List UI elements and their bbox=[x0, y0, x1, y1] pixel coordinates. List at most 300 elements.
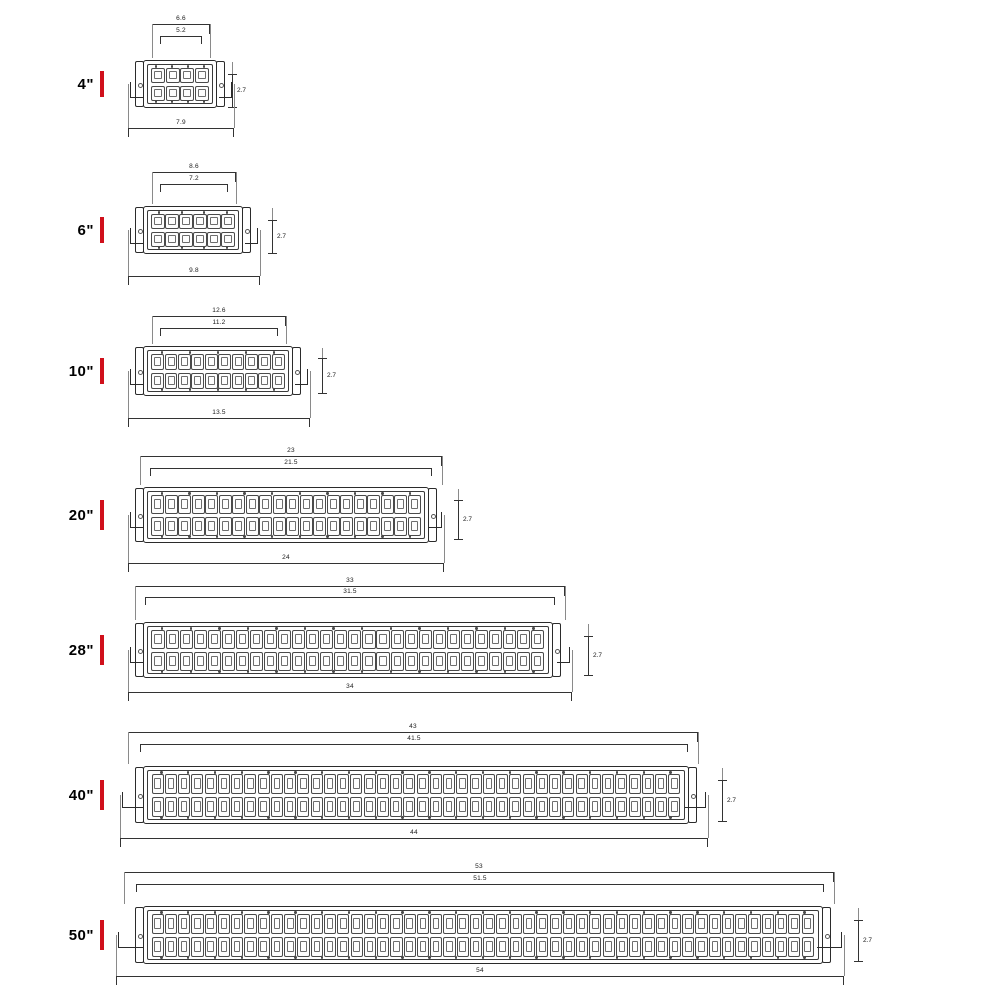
led-optic bbox=[165, 914, 177, 934]
led-optic bbox=[364, 937, 376, 957]
led-optic bbox=[151, 86, 165, 101]
led-row bbox=[150, 352, 286, 371]
screw-icon bbox=[475, 627, 477, 629]
screw-icon bbox=[188, 492, 190, 494]
screw-icon bbox=[535, 956, 537, 958]
screw-icon bbox=[187, 911, 189, 913]
led-optic bbox=[509, 797, 521, 817]
led-optic bbox=[483, 774, 495, 794]
dimension-inner bbox=[145, 597, 555, 598]
dimension-tick bbox=[843, 976, 844, 985]
led-optic bbox=[457, 914, 469, 934]
led-optic bbox=[151, 652, 164, 671]
screw-icon bbox=[381, 492, 383, 494]
led-optic bbox=[483, 937, 495, 957]
dimension-tick bbox=[201, 36, 202, 44]
dimension-overall-bottom-label: 24 bbox=[282, 554, 290, 561]
light-bar-housing bbox=[143, 766, 689, 824]
led-optic bbox=[271, 914, 283, 934]
led-row bbox=[150, 66, 210, 84]
led-optic bbox=[250, 652, 263, 671]
led-optic bbox=[668, 797, 680, 817]
led-optic bbox=[748, 937, 760, 957]
led-optic bbox=[180, 652, 193, 671]
screw-icon bbox=[294, 956, 296, 958]
led-optic bbox=[405, 652, 418, 671]
led-optic bbox=[231, 937, 243, 957]
led-optic bbox=[390, 914, 402, 934]
extension-line bbox=[234, 84, 235, 128]
led-optic bbox=[208, 652, 221, 671]
screw-icon bbox=[455, 956, 457, 958]
led-optic bbox=[180, 68, 194, 83]
screw-icon bbox=[361, 627, 363, 629]
size-label-accent-bar bbox=[100, 780, 104, 810]
led-optic bbox=[232, 495, 245, 514]
screw-icon bbox=[669, 771, 671, 773]
led-optic bbox=[151, 354, 164, 370]
extension-line bbox=[128, 650, 129, 692]
screw-icon bbox=[273, 351, 275, 353]
led-optic bbox=[178, 937, 190, 957]
led-optic bbox=[205, 373, 218, 389]
mounting-bracket bbox=[429, 512, 442, 528]
led-optic bbox=[191, 914, 203, 934]
led-optic bbox=[350, 797, 362, 817]
led-optic bbox=[246, 495, 259, 514]
led-optic bbox=[615, 797, 627, 817]
screw-icon bbox=[188, 535, 190, 537]
housing-screw-rail bbox=[148, 816, 684, 819]
dimension-tick bbox=[128, 128, 129, 137]
screw-icon bbox=[304, 670, 306, 672]
led-optic bbox=[390, 937, 402, 957]
led-optic bbox=[419, 630, 432, 649]
screw-icon bbox=[562, 911, 564, 913]
led-optic bbox=[258, 373, 271, 389]
screw-icon bbox=[509, 816, 511, 818]
led-optic bbox=[313, 517, 326, 536]
led-optic bbox=[284, 774, 296, 794]
led-optic bbox=[178, 914, 190, 934]
led-optic bbox=[802, 914, 814, 934]
led-optic bbox=[300, 517, 313, 536]
mounting-bracket bbox=[295, 369, 308, 385]
led-optic bbox=[193, 232, 207, 247]
led-optic bbox=[354, 495, 367, 514]
led-optic bbox=[404, 914, 416, 934]
dimension-tick bbox=[707, 838, 708, 847]
screw-icon bbox=[562, 956, 564, 958]
led-optic bbox=[748, 914, 760, 934]
led-optic bbox=[151, 495, 164, 514]
led-optic bbox=[191, 797, 203, 817]
dimension-tick bbox=[128, 692, 129, 701]
led-optic bbox=[221, 214, 235, 229]
screw-icon bbox=[750, 911, 752, 913]
dimension-tick bbox=[554, 597, 555, 605]
dimension-height bbox=[858, 920, 859, 962]
screw-icon bbox=[375, 816, 377, 818]
screw-icon bbox=[348, 771, 350, 773]
led-optic bbox=[273, 495, 286, 514]
led-optic bbox=[334, 652, 347, 671]
screw-icon bbox=[375, 771, 377, 773]
screw-icon bbox=[354, 535, 356, 537]
dimension-tick bbox=[228, 74, 237, 75]
mounting-bracket bbox=[130, 512, 143, 528]
led-optic bbox=[218, 354, 231, 370]
size-label-text: 20" bbox=[68, 506, 94, 524]
dimension-tick bbox=[571, 692, 572, 701]
extension-line bbox=[722, 768, 723, 780]
led-optic bbox=[417, 797, 429, 817]
housing-screw-rail bbox=[148, 670, 548, 673]
led-optic bbox=[232, 517, 245, 536]
led-optic bbox=[166, 86, 180, 101]
led-optic bbox=[246, 517, 259, 536]
mounting-bracket bbox=[130, 369, 143, 385]
light-bar-optic-frame bbox=[147, 910, 819, 960]
housing-screw-rail bbox=[148, 388, 288, 391]
led-optic bbox=[447, 652, 460, 671]
housing-screw-rail bbox=[148, 911, 818, 914]
led-optic bbox=[258, 354, 271, 370]
light-bar-optic-frame bbox=[147, 491, 425, 539]
extension-line bbox=[124, 872, 125, 904]
extension-line bbox=[260, 230, 261, 276]
size-label-group bbox=[52, 639, 104, 661]
screw-icon bbox=[723, 956, 725, 958]
led-row bbox=[150, 493, 422, 515]
dimension-overall-top-label: 43 bbox=[409, 723, 417, 730]
screw-icon bbox=[381, 535, 383, 537]
screw-icon bbox=[189, 388, 191, 390]
led-optic bbox=[250, 630, 263, 649]
led-optic bbox=[165, 797, 177, 817]
led-optic bbox=[191, 373, 204, 389]
mounting-bracket bbox=[122, 792, 143, 808]
dimension-tick bbox=[233, 128, 234, 137]
mounting-bracket bbox=[130, 82, 143, 98]
screw-icon bbox=[187, 65, 189, 67]
light-bar-drawing bbox=[143, 206, 243, 254]
dimension-overall-top bbox=[135, 586, 565, 587]
dimension-overall-top-label: 12.6 bbox=[212, 307, 226, 314]
led-optic bbox=[457, 937, 469, 957]
screw-icon bbox=[326, 535, 328, 537]
led-optic bbox=[447, 630, 460, 649]
led-optic bbox=[272, 373, 285, 389]
light-bar-drawing bbox=[143, 346, 293, 396]
led-optic bbox=[232, 373, 245, 389]
dimension-inner bbox=[140, 744, 688, 745]
led-optic bbox=[430, 914, 442, 934]
led-optic bbox=[165, 937, 177, 957]
led-optic bbox=[629, 797, 641, 817]
led-optic bbox=[231, 774, 243, 794]
screw-icon bbox=[409, 535, 411, 537]
led-optic bbox=[709, 914, 721, 934]
led-optic bbox=[461, 630, 474, 649]
led-optic bbox=[165, 774, 177, 794]
led-optic bbox=[503, 630, 516, 649]
led-row bbox=[150, 515, 422, 537]
led-optic bbox=[292, 652, 305, 671]
led-optic bbox=[403, 774, 415, 794]
screw-icon bbox=[509, 911, 511, 913]
screw-icon bbox=[304, 627, 306, 629]
extension-line bbox=[588, 624, 589, 636]
dimension-overall-bottom-label: 54 bbox=[476, 967, 484, 974]
extension-line bbox=[310, 371, 311, 418]
light-bar-housing bbox=[143, 346, 293, 396]
dimension-height-label: 2.7 bbox=[327, 372, 337, 379]
led-optic bbox=[390, 774, 402, 794]
led-optic bbox=[695, 914, 707, 934]
led-optic bbox=[354, 517, 367, 536]
led-optic bbox=[682, 937, 694, 957]
led-row bbox=[150, 212, 236, 230]
led-optic bbox=[735, 914, 747, 934]
size-label-group bbox=[52, 784, 104, 806]
led-optic bbox=[642, 937, 654, 957]
screw-icon bbox=[160, 771, 162, 773]
dimension-overall-bottom-label: 9.8 bbox=[189, 267, 199, 274]
led-optic bbox=[166, 68, 180, 83]
led-optic bbox=[271, 774, 283, 794]
light-bar-optic-frame bbox=[147, 350, 289, 392]
dimension-tick bbox=[160, 36, 161, 44]
dimension-tick bbox=[128, 276, 129, 285]
light-bar-optic-frame bbox=[147, 64, 213, 104]
led-optic bbox=[218, 937, 230, 957]
screw-icon bbox=[275, 670, 277, 672]
led-optic bbox=[165, 495, 178, 514]
extension-line bbox=[286, 316, 287, 344]
led-optic bbox=[311, 914, 323, 934]
led-optic bbox=[430, 797, 442, 817]
dimension-tick bbox=[318, 358, 327, 359]
size-label-accent-bar bbox=[100, 358, 104, 384]
dimension-inner-label: 31.5 bbox=[343, 588, 357, 595]
screw-icon bbox=[482, 771, 484, 773]
screw-icon bbox=[214, 771, 216, 773]
extension-line bbox=[128, 230, 129, 276]
dimension-tick bbox=[228, 107, 237, 108]
led-optic bbox=[656, 937, 668, 957]
led-optic bbox=[236, 630, 249, 649]
extension-line bbox=[140, 456, 141, 485]
screw-icon bbox=[669, 911, 671, 913]
size-label-group bbox=[52, 219, 104, 241]
led-optic bbox=[337, 797, 349, 817]
led-row bbox=[150, 650, 546, 672]
size-label-group bbox=[52, 73, 104, 95]
led-optic bbox=[284, 937, 296, 957]
size-label-accent-bar bbox=[100, 71, 104, 97]
dimension-overall-bottom bbox=[128, 418, 310, 419]
size-label-text: 6" bbox=[77, 221, 94, 239]
led-optic bbox=[340, 517, 353, 536]
dimension-inner bbox=[136, 884, 824, 885]
extension-line bbox=[210, 24, 211, 58]
led-optic bbox=[483, 797, 495, 817]
screw-icon bbox=[241, 816, 243, 818]
led-optic bbox=[417, 937, 429, 957]
led-optic bbox=[589, 774, 601, 794]
led-optic bbox=[642, 797, 654, 817]
led-optic bbox=[536, 914, 548, 934]
led-optic bbox=[391, 652, 404, 671]
mounting-bracket bbox=[130, 647, 143, 663]
led-optic bbox=[337, 774, 349, 794]
led-optic bbox=[151, 630, 164, 649]
dimension-tick bbox=[718, 780, 727, 781]
dimension-height bbox=[458, 500, 459, 540]
screw-icon bbox=[160, 911, 162, 913]
led-optic bbox=[616, 937, 628, 957]
led-optic bbox=[603, 914, 615, 934]
led-optic bbox=[475, 630, 488, 649]
led-optic bbox=[589, 797, 601, 817]
screw-icon bbox=[562, 771, 564, 773]
led-optic bbox=[221, 232, 235, 247]
led-optic bbox=[408, 517, 421, 536]
led-optic bbox=[151, 517, 164, 536]
screw-icon bbox=[332, 627, 334, 629]
led-optic bbox=[191, 937, 203, 957]
dimension-overall-bottom bbox=[120, 838, 708, 839]
screw-icon bbox=[267, 771, 269, 773]
extension-line bbox=[834, 872, 835, 904]
led-optic bbox=[191, 354, 204, 370]
screw-icon bbox=[158, 211, 160, 213]
led-optic bbox=[489, 630, 502, 649]
dimension-overall-top bbox=[152, 316, 286, 317]
screw-icon bbox=[267, 911, 269, 913]
screw-icon bbox=[777, 911, 779, 913]
screw-icon bbox=[482, 816, 484, 818]
led-optic bbox=[278, 630, 291, 649]
led-optic bbox=[483, 914, 495, 934]
led-optic bbox=[165, 232, 179, 247]
led-optic bbox=[340, 495, 353, 514]
dimension-tick bbox=[268, 220, 277, 221]
led-optic bbox=[165, 214, 179, 229]
led-optic bbox=[351, 914, 363, 934]
led-optic bbox=[510, 937, 522, 957]
led-optic bbox=[576, 914, 588, 934]
screw-icon bbox=[509, 771, 511, 773]
screw-icon bbox=[294, 771, 296, 773]
led-optic bbox=[550, 914, 562, 934]
led-optic bbox=[531, 630, 544, 649]
led-optic bbox=[461, 652, 474, 671]
led-optic bbox=[348, 630, 361, 649]
led-optic bbox=[433, 652, 446, 671]
screw-icon bbox=[589, 956, 591, 958]
screw-icon bbox=[226, 246, 228, 248]
dimension-tick bbox=[145, 597, 146, 605]
screw-icon bbox=[616, 911, 618, 913]
housing-screw-rail bbox=[148, 65, 212, 68]
screw-icon bbox=[243, 535, 245, 537]
led-optic bbox=[284, 914, 296, 934]
screw-icon bbox=[187, 771, 189, 773]
screw-icon bbox=[390, 627, 392, 629]
screw-icon bbox=[267, 956, 269, 958]
led-optic bbox=[218, 774, 230, 794]
screw-icon bbox=[299, 492, 301, 494]
led-optic bbox=[550, 937, 562, 957]
screw-icon bbox=[532, 627, 534, 629]
led-optic bbox=[191, 774, 203, 794]
housing-screw-rail bbox=[148, 535, 424, 538]
led-optic bbox=[523, 914, 535, 934]
screw-icon bbox=[241, 771, 243, 773]
led-optic bbox=[244, 937, 256, 957]
extension-line bbox=[232, 62, 233, 74]
led-optic bbox=[391, 630, 404, 649]
led-optic bbox=[193, 214, 207, 229]
screw-icon bbox=[401, 956, 403, 958]
led-optic bbox=[273, 517, 286, 536]
screw-icon bbox=[669, 956, 671, 958]
led-optic bbox=[695, 937, 707, 957]
led-optic bbox=[562, 797, 574, 817]
led-optic bbox=[668, 774, 680, 794]
size-label-accent-bar bbox=[100, 635, 104, 665]
dimension-inner bbox=[160, 184, 228, 185]
screw-icon bbox=[504, 627, 506, 629]
screw-icon bbox=[696, 956, 698, 958]
screw-icon bbox=[803, 911, 805, 913]
dimension-tick bbox=[160, 184, 161, 192]
led-optic bbox=[264, 652, 277, 671]
led-optic bbox=[286, 495, 299, 514]
extension-line bbox=[152, 172, 153, 204]
extension-line bbox=[572, 650, 573, 692]
dimension-inner-label: 51.5 bbox=[473, 875, 487, 882]
led-optic bbox=[362, 630, 375, 649]
led-optic bbox=[376, 630, 389, 649]
led-optic bbox=[222, 630, 235, 649]
dimension-overall-bottom bbox=[128, 563, 444, 564]
led-optic bbox=[152, 774, 164, 794]
size-label-text: 40" bbox=[68, 786, 94, 804]
led-optic bbox=[205, 495, 218, 514]
dimension-tick bbox=[584, 636, 593, 637]
led-optic bbox=[284, 797, 296, 817]
led-optic bbox=[286, 517, 299, 536]
led-optic bbox=[536, 774, 548, 794]
mounting-bracket bbox=[817, 932, 842, 948]
led-optic bbox=[351, 937, 363, 957]
screw-icon bbox=[203, 211, 205, 213]
dimension-tick bbox=[128, 563, 129, 572]
led-optic bbox=[195, 86, 209, 101]
mounting-bracket bbox=[118, 932, 143, 948]
led-optic bbox=[327, 517, 340, 536]
led-optic bbox=[367, 495, 380, 514]
led-optic bbox=[377, 937, 389, 957]
dimension-tick bbox=[128, 418, 129, 427]
size-label-accent-bar bbox=[100, 920, 104, 950]
led-optic bbox=[381, 495, 394, 514]
led-optic bbox=[272, 354, 285, 370]
screw-icon bbox=[267, 816, 269, 818]
